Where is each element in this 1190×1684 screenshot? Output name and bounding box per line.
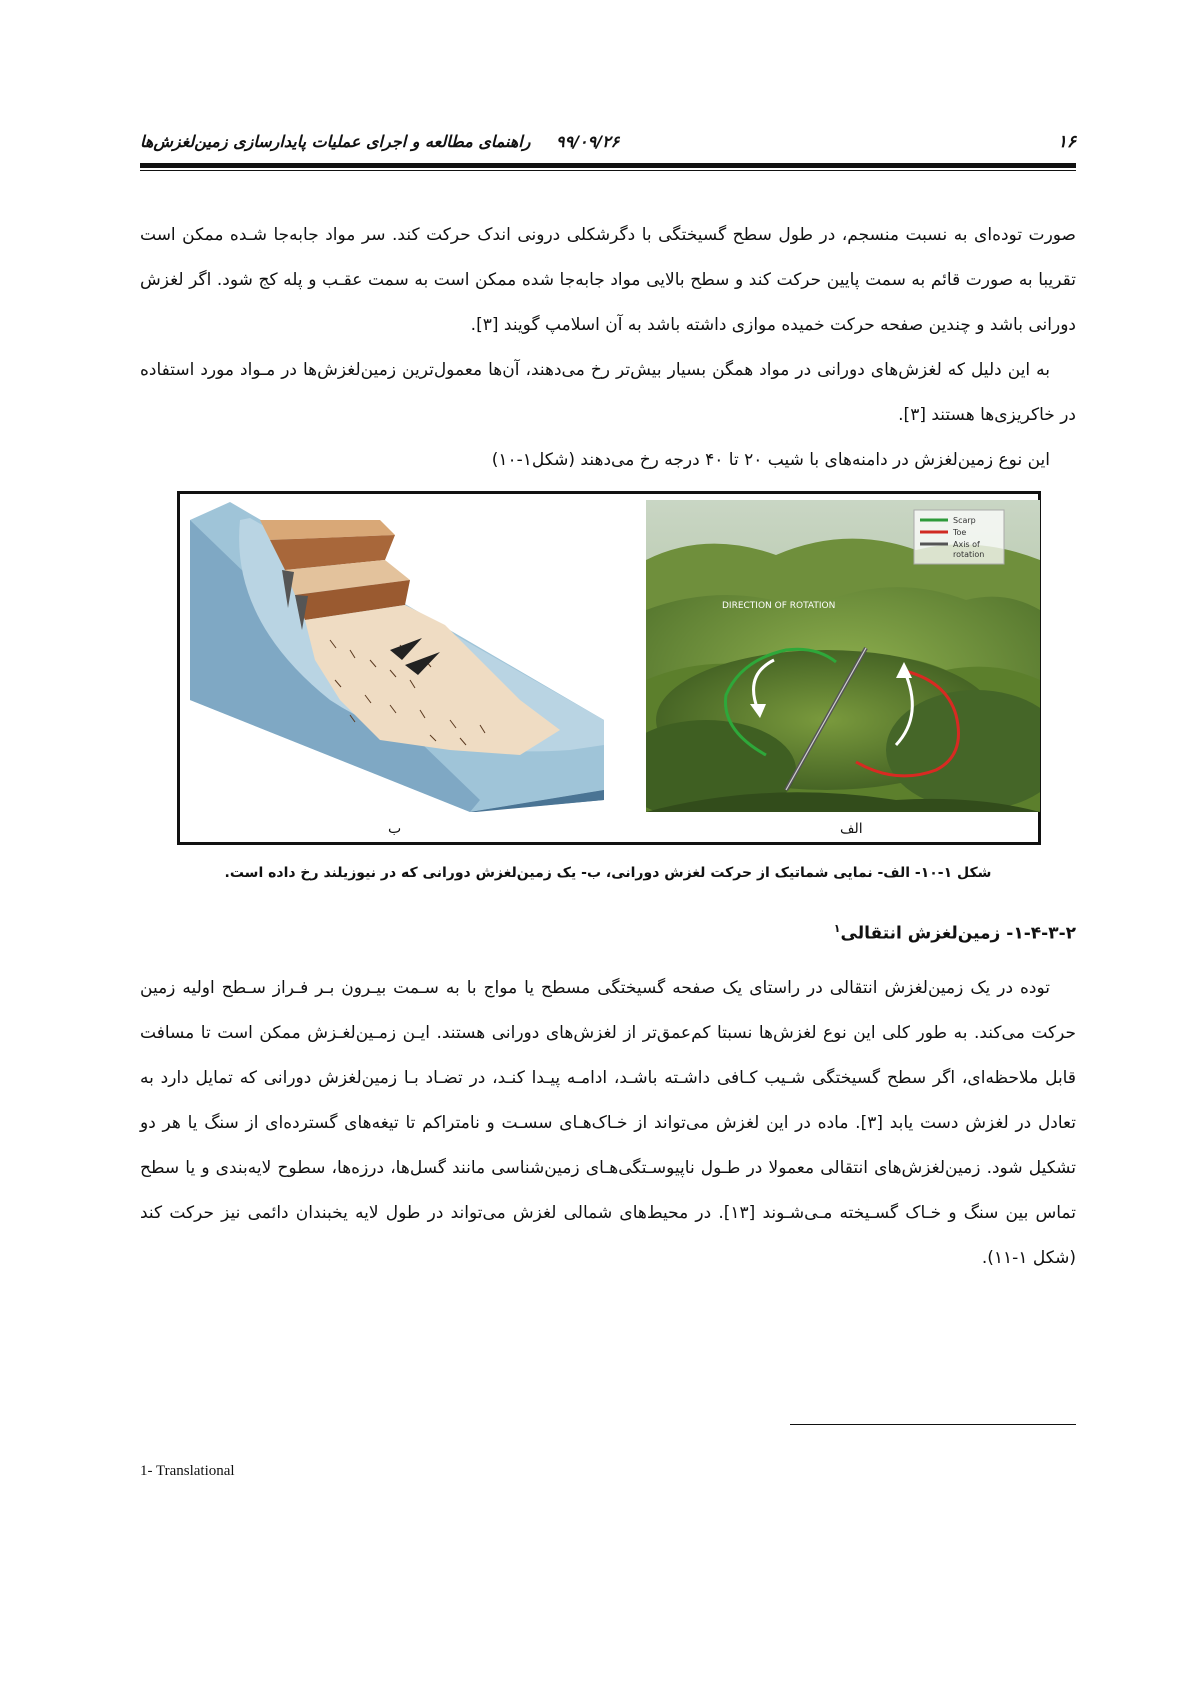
landslide-photo: [646, 500, 1040, 812]
header-rule-thick: [140, 163, 1076, 168]
legend-scarp: Scarp: [953, 516, 976, 525]
paragraph-4: توده در یک زمین‌لغزش انتقالی در راستای یک صفحه گسیختگی مسطح یا مواج با به سـمت بیـرون بـر فـراز سـطح اولیه زمین حرکت می‌کند. به طور کلی این نوع لغزش‌ها نسبتا کم‌عمق‌تر از لغزش‌های دورانی هستند. ایـن زمـین‌لغـزش ممکن است تا مسافت قابل ملاحظه‌ای، اگر سطح گسیختگی شـیب کـافی داشـته باشـد، ادامـه پیـدا کنـد، در تضـاد بـا زمین‌لغزش دورانی که تمایل دارد به تعادل در لغزش دست یابد [۳]. ماده در این لغزش می‌تواند از خـاک‌هـای سسـت و نامتراکم تا تیغه‌های گسترده‌ای از سنگ یا هر دو تشکیل شود. زمین‌لغزش‌های انتقالی معمولا در طـول ناپیوسـتگی‌هـای زمین‌شناسی مانند گسل‌ها، درزه‌ها، سطوح لایه‌بندی و یا سطح تماس بین سنگ و خـاک گسـیخته مـی‌شـوند [۱۳]. در محیط‌های شمالی لغزش می‌تواند در طول لایه یخبندان دائمی نیز حرکت کند (شکل ۱-۱۱).: [140, 978, 1076, 1268]
section-heading-text: ۱-۴-۳-۲- زمین‌لغزش انتقالی: [840, 923, 1076, 944]
paragraph-1: صورت توده‌ای به نسبت منسجم، در طول سطح گسیختگی با دگرشکلی درونی اندک حرکت کند. سر مواد جابه‌جا شـده ممکن است تقریبا به صورت قائم به سمت پایین حرکت کند و سطح بالایی مواد جابه‌جا شده ممکن است به سمت عقـب و پله کج شود. اگر لغزش دورانی باشد و چندین صفحه حرکت خمیده موازی داشته باشد به آن اسلامپ گویند [۳].: [140, 225, 1076, 335]
legend-axis-line1: Axis of: [953, 540, 980, 549]
header-date: ۹۹/۰۹/۲۶: [556, 132, 620, 151]
page-header: [140, 128, 1076, 158]
figure-caption: شکل ۱-۱۰- الف- نمایی شماتیک از حرکت لغزش دورانی، ب- یک زمین‌لغزش دورانی که در نیوزیلند رخ داده است.: [224, 865, 992, 881]
slump-schematic: [190, 500, 604, 812]
page-number: ۱۶: [1057, 132, 1076, 152]
legend-axis-line2: rotation: [953, 550, 985, 559]
header-rule-thin: [140, 170, 1076, 171]
footnote: 1- Translational: [140, 1463, 235, 1479]
direction-of-rotation-label: DIRECTION OF ROTATION: [722, 601, 836, 611]
paragraph-2: به این دلیل که لغزش‌های دورانی در مواد همگن بسیار بیش‌تر رخ می‌دهند، آن‌ها معمول‌ترین زمین‌لغزش‌ها در مـواد مورد استفاده در خاکریزی‌ها هستند [۳].: [140, 360, 1076, 425]
footnote-mark: ۱: [833, 922, 841, 935]
figure-1-10: [177, 491, 1041, 845]
paragraph-3: این نوع زمین‌لغزش در دامنه‌های با شیب ۲۰ تا ۴۰ درجه رخ می‌دهند (شکل۱-۱۰): [491, 450, 1050, 470]
running-title: [140, 132, 619, 151]
figure-label-be: ب: [388, 821, 402, 837]
header-title: راهنمای مطالعه و اجرای عملیات پایدارسازی زمین‌لغزش‌ها: [140, 132, 531, 151]
legend-toe: Toe: [953, 528, 967, 537]
footnote-rule: [790, 1424, 1076, 1425]
section-heading: [140, 922, 1076, 944]
figure-label-alef: الف: [840, 821, 863, 837]
